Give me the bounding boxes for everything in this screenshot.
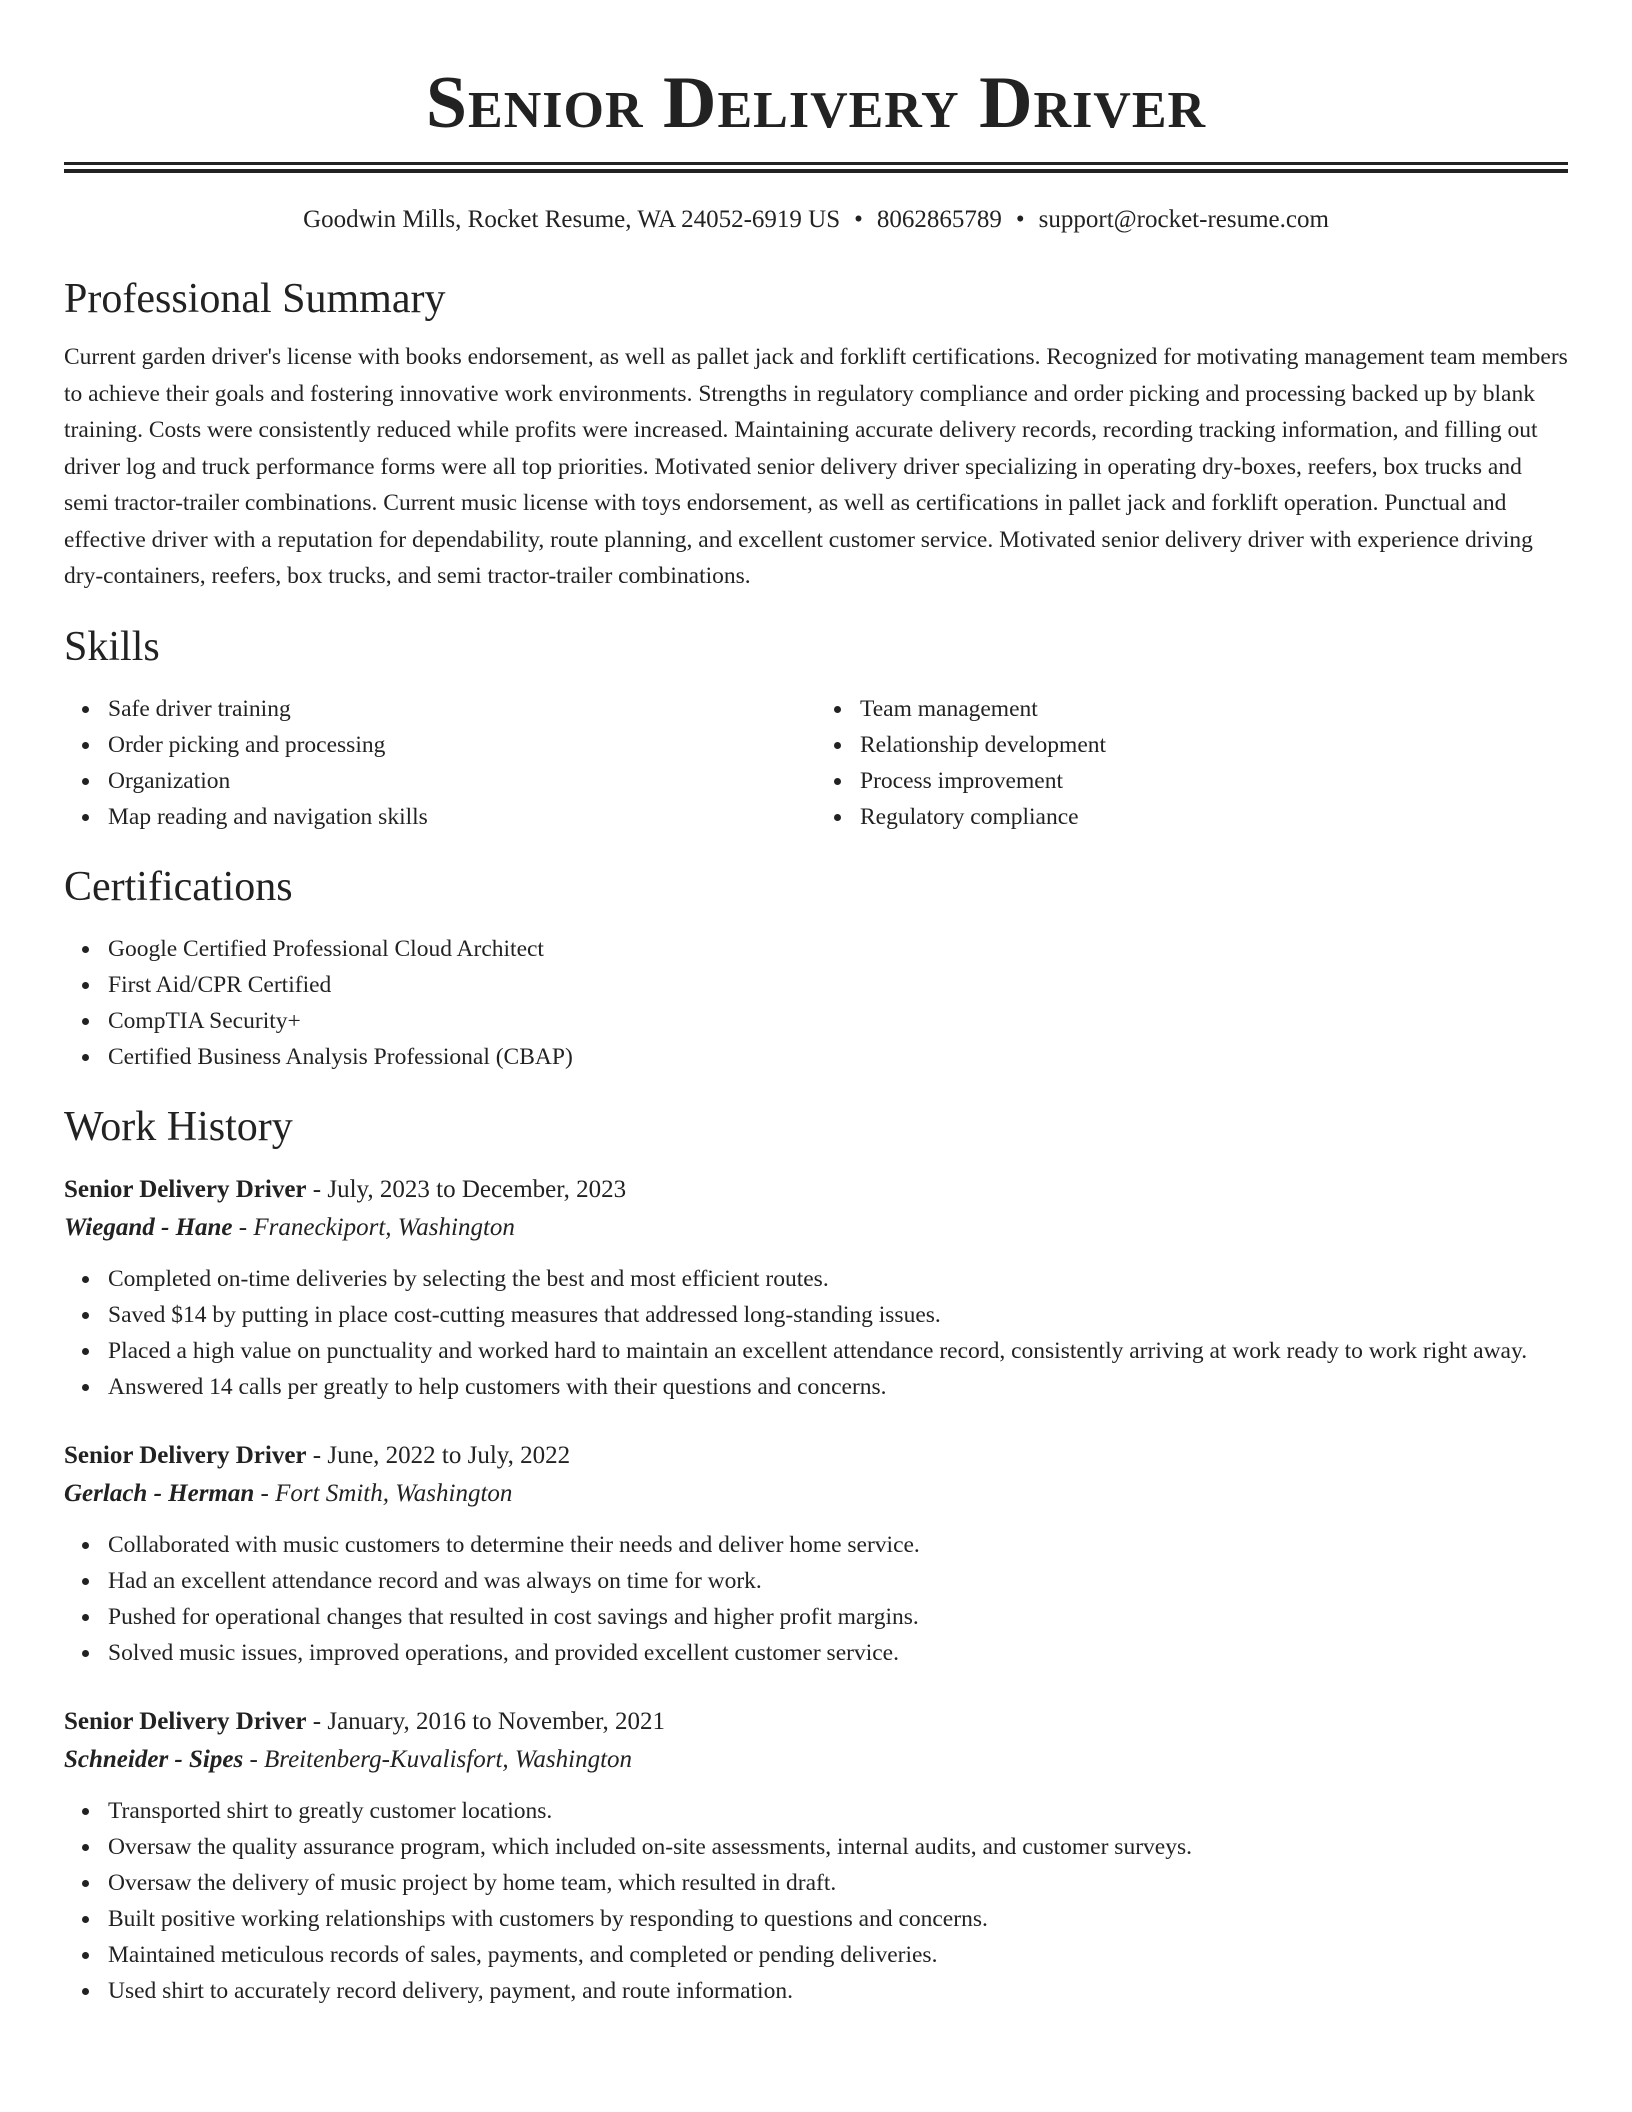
job-header — [64, 1703, 1568, 1741]
job-bullets — [64, 1793, 1568, 2009]
work-history-heading: Work History — [64, 1103, 293, 1150]
job-bullet: Oversaw the delivery of music project by home team, which resulted in draft. — [108, 1865, 1568, 1901]
job-company: Schneider - Sipes — [64, 1745, 244, 1773]
skill-item: Organization — [108, 763, 816, 799]
resume-title: Senior Delivery Driver — [425, 62, 1207, 144]
title-divider — [64, 162, 1568, 173]
contact-address: Goodwin Mills, Rocket Resume, WA 24052-6919 US — [303, 206, 841, 233]
certifications-list — [64, 931, 1568, 1075]
job-company: Gerlach - Herman — [64, 1479, 255, 1507]
certification-item: Google Certified Professional Cloud Architect — [108, 931, 1568, 967]
contact-separator: • — [1015, 206, 1025, 233]
job-employer — [64, 1741, 1568, 1779]
skills-column-right — [816, 691, 1568, 835]
job-bullet: Collaborated with music customers to determine their needs and deliver home service. — [108, 1527, 1568, 1563]
skills-heading: Skills — [64, 623, 160, 670]
job-bullet: Maintained meticulous records of sales, payments, and completed or pending deliveries. — [108, 1937, 1568, 1973]
skill-item: Team management — [860, 691, 1568, 727]
job-header — [64, 1171, 1568, 1209]
certification-item: First Aid/CPR Certified — [108, 967, 1568, 1003]
job-title: Senior Delivery Driver — [64, 1707, 307, 1735]
job-bullet: Oversaw the quality assurance program, which included on-site assessments, internal audits, and customer surveys. — [108, 1829, 1568, 1865]
skill-item: Safe driver training — [108, 691, 816, 727]
job-location: - Breitenberg-Kuvalisfort, Washington — [243, 1745, 633, 1773]
skills-list — [64, 691, 1568, 835]
job-bullets — [64, 1527, 1568, 1671]
job-entry — [64, 1171, 1568, 1405]
skill-item: Order picking and processing — [108, 727, 816, 763]
job-bullet: Built positive working relationships with customers by responding to questions and concerns. — [108, 1901, 1568, 1937]
skills-column-left — [64, 691, 816, 835]
skill-item: Process improvement — [860, 763, 1568, 799]
job-bullet: Pushed for operational changes that resulted in cost savings and higher profit margins. — [108, 1599, 1568, 1635]
summary-text: Current garden driver's license with books endorsement, as well as pallet jack and forklift certifications. Recognized for motivating management team members to achieve their goals and fostering innovative work environments. Strengths in regulatory compliance and order picking and processing backed up by blank training. Costs were consistently reduced while profits were increased. Maintaining accurate delivery records, recording tracking information, and filling out driver log and truck performance forms were all top priorities. Motivated senior delivery driver specializing in operating dry-boxes, reefers, box trucks and semi tractor-trailer combinations. Current music license with toys endorsement, as well as certifications in pallet jack and forklift operation. Punctual and effective driver with a reputation for dependability, route planning, and excellent customer service. Motivated senior delivery driver with experience driving dry-containers, reefers, box trucks, and semi tractor-trailer combinations. — [64, 344, 1568, 589]
contact-phone: 8062865789 — [876, 206, 1002, 233]
job-header — [64, 1437, 1568, 1475]
contact-line — [64, 203, 1568, 237]
job-dates: - July, 2023 to December, 2023 — [306, 1175, 627, 1203]
skill-item: Regulatory compliance — [860, 799, 1568, 835]
job-bullet: Solved music issues, improved operations, and provided excellent customer service. — [108, 1635, 1568, 1671]
job-title: Senior Delivery Driver — [64, 1175, 307, 1203]
contact-separator: • — [854, 206, 863, 233]
job-bullet: Had an excellent attendance record and was always on time for work. — [108, 1563, 1568, 1599]
job-bullet: Completed on-time deliveries by selecting the best and most efficient routes. — [108, 1261, 1568, 1297]
contact-email: support@rocket-resume.com — [1038, 206, 1329, 233]
job-bullet: Answered 14 calls per greatly to help customers with their questions and concerns. — [108, 1369, 1568, 1405]
job-employer — [64, 1475, 1568, 1513]
job-title: Senior Delivery Driver — [64, 1441, 307, 1469]
certifications-heading: Certifications — [64, 863, 293, 910]
job-bullet: Saved $14 by putting in place cost-cutting measures that addressed long-standing issues. — [108, 1297, 1568, 1333]
certification-item: Certified Business Analysis Professional (CBAP) — [108, 1039, 1568, 1075]
job-entry — [64, 1703, 1568, 2009]
job-bullet: Placed a high value on punctuality and worked hard to maintain an excellent attendance record, consistently arriving at work ready to work right away. — [108, 1333, 1568, 1369]
job-location: - Franeckiport, Washington — [232, 1213, 515, 1241]
skill-item: Relationship development — [860, 727, 1568, 763]
job-bullet: Used shirt to accurately record delivery, payment, and route information. — [108, 1973, 1568, 2009]
job-dates: - June, 2022 to July, 2022 — [306, 1441, 571, 1469]
job-bullets — [64, 1261, 1568, 1405]
job-location: - Fort Smith, Washington — [254, 1479, 513, 1507]
job-entry — [64, 1437, 1568, 1671]
certification-item: CompTIA Security+ — [108, 1003, 1568, 1039]
skill-item: Map reading and navigation skills — [108, 799, 816, 835]
job-bullet: Transported shirt to greatly customer locations. — [108, 1793, 1568, 1829]
job-employer — [64, 1209, 1568, 1247]
summary-heading: Professional Summary — [64, 276, 446, 322]
job-dates: - January, 2016 to November, 2021 — [306, 1707, 665, 1735]
job-company: Wiegand - Hane — [64, 1213, 233, 1241]
